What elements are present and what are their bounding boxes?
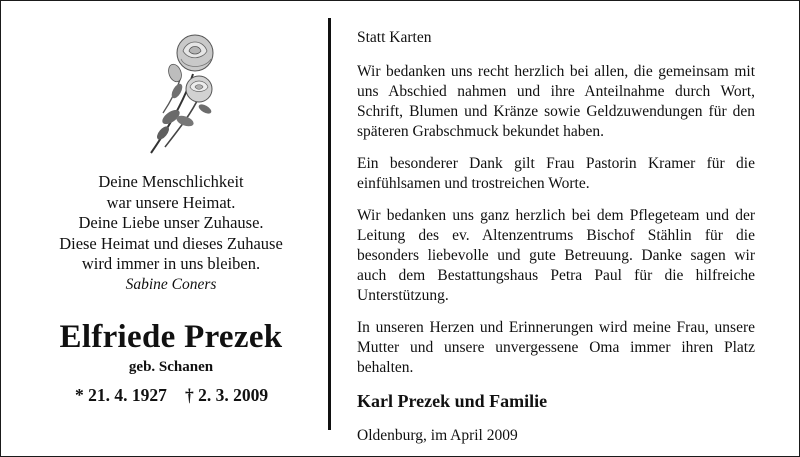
poem-line: war unsere Heimat.	[106, 192, 236, 212]
poem-line: Diese Heimat und dieses Zuhause	[59, 233, 283, 253]
column-divider	[328, 18, 331, 430]
place-date: Oldenburg, im April 2009	[357, 427, 518, 444]
memorial-poem	[1, 172, 341, 295]
maiden-name: geb. Schanen	[128, 359, 214, 375]
thanks-paragraph: Wir bedanken uns recht herzlich bei allen, die gemeinsam mit uns Abschied nahmen und ihre Anteilnahme durch Wort, Schrift, Blumen und Kränze sowie Geldzuwendungen für den späteren Grabschmuck bekundet haben.	[357, 63, 755, 140]
life-dates	[61, 383, 291, 407]
salutation: Statt Karten	[357, 29, 432, 46]
memorial-column	[1, 1, 331, 456]
poem-line: Deine Menschlichkeit	[98, 172, 244, 191]
thanks-paragraph: Ein besonderer Dank gilt Frau Pastorin Kramer für die einfühlsamen und trostreichen Worte.	[357, 155, 755, 192]
poem-author: Sabine Coners	[125, 275, 217, 293]
rose-icon	[141, 29, 231, 157]
signature: Karl Prezek und Familie	[357, 391, 548, 411]
thanks-paragraph: In unseren Herzen und Erinnerungen wird meine Frau, unsere Mutter und unsere unvergessene Oma immer ihren Platz behalten.	[357, 319, 755, 376]
deceased-name: Elfriede Prezek	[59, 319, 283, 355]
death-date: † 2. 3. 2009	[185, 385, 269, 405]
poem-line: Deine Liebe unser Zuhause.	[78, 213, 264, 232]
thanks-column	[357, 28, 755, 446]
birth-date: * 21. 4. 1927	[75, 385, 167, 405]
thanks-paragraph: Wir bedanken uns ganz herzlich bei dem Pflegeteam und der Leitung des ev. Altenzentrums Bischof Stählin für die besonders liebevolle und gute Betreuung. Danke sagen wir auch dem Bestattungshaus Petra Paul für die hilfreiche Unterstützung.	[357, 207, 755, 304]
poem-line: wird immer in uns bleiben.	[81, 254, 261, 273]
